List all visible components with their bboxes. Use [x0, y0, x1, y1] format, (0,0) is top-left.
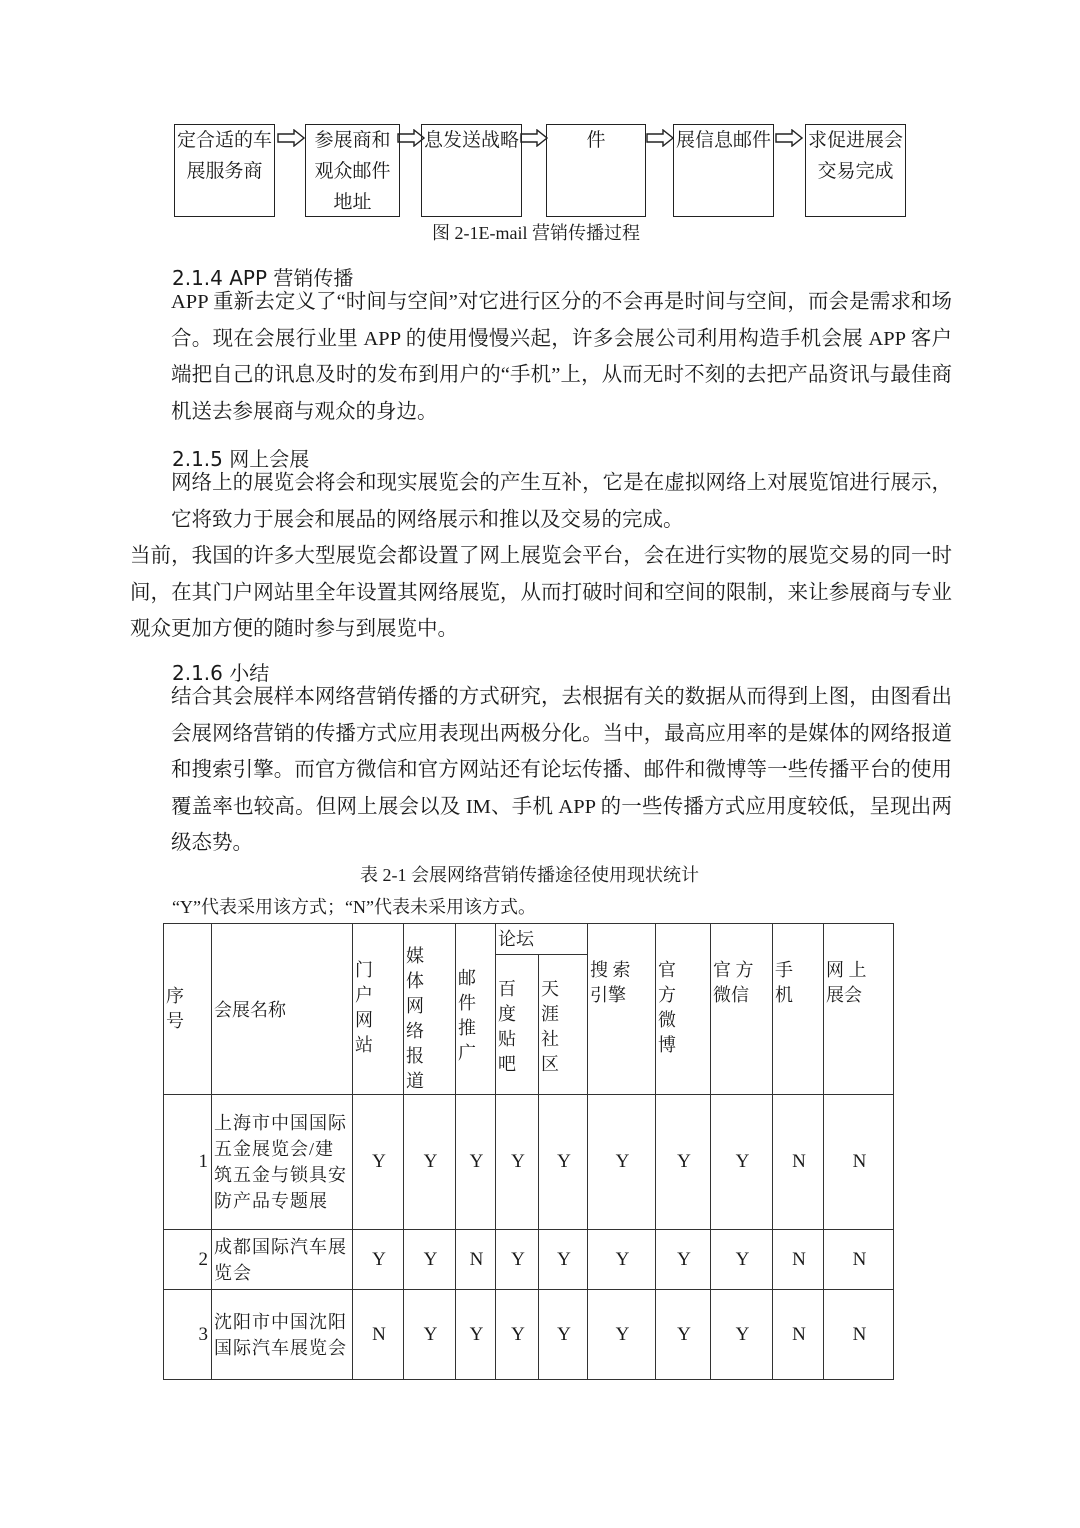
cell-wechat: Y	[711, 1095, 773, 1230]
header-text: 搜 索引擎	[590, 960, 631, 1005]
flow-box-text: 参展商和	[314, 130, 391, 151]
cell-email: Y	[456, 1290, 496, 1380]
cell-media: Y	[404, 1230, 456, 1290]
flow-box-2	[305, 124, 400, 217]
table-row	[164, 1230, 894, 1290]
section-body-2-1-5	[130, 465, 952, 648]
header-media	[404, 924, 456, 1095]
cell-media: Y	[404, 1290, 456, 1380]
row-seq: 2	[164, 1230, 212, 1290]
header-text: 邮件推广	[458, 968, 476, 1063]
cell-baidu: Y	[496, 1095, 539, 1230]
header-online	[824, 924, 894, 1095]
header-text: 官方微博	[658, 960, 676, 1055]
cell-baidu: Y	[496, 1230, 539, 1290]
header-text: 天涯社区	[541, 979, 559, 1074]
flow-box-text: 件	[586, 130, 606, 151]
row-seq: 1	[164, 1095, 212, 1230]
section-heading-2-1-4: 2.1.4 APP 营销传播	[172, 266, 354, 290]
flow-box-5	[673, 124, 774, 217]
header-weibo	[656, 924, 711, 1095]
cell-weibo: Y	[656, 1095, 711, 1230]
cell-online: N	[824, 1095, 894, 1230]
flow-box-6	[805, 124, 906, 217]
cell-email: Y	[456, 1095, 496, 1230]
cell-portal: Y	[353, 1230, 404, 1290]
header-wechat	[711, 924, 773, 1095]
table-row	[164, 1290, 894, 1380]
cell-portal: Y	[353, 1095, 404, 1230]
cell-weibo: Y	[656, 1230, 711, 1290]
figure-caption: 图 2-1E-mail 营销传播过程	[432, 223, 640, 243]
row-name: 成都国际汽车展览会	[212, 1230, 353, 1290]
cell-media: Y	[404, 1095, 456, 1230]
arrow-right-icon	[520, 129, 548, 147]
flow-box-text: 息发送战略	[423, 130, 519, 151]
section-heading-2-1-6: 2.1.6 小结	[172, 661, 270, 685]
cell-online: N	[824, 1230, 894, 1290]
cell-mobile: N	[773, 1095, 824, 1230]
header-mobile	[773, 924, 824, 1095]
cell-email: N	[456, 1230, 496, 1290]
usage-stats-table	[163, 923, 894, 1380]
cell-search: Y	[588, 1230, 656, 1290]
flow-box-text: 地址	[333, 192, 372, 213]
flow-box-text: 观众邮件	[314, 161, 391, 182]
header-baidu	[496, 955, 539, 1095]
flow-box-text: 展信息邮件	[675, 130, 771, 151]
section-body-2-1-4	[130, 284, 952, 430]
flow-box-4	[546, 124, 646, 217]
table-header-row	[164, 924, 894, 955]
cell-wechat: Y	[711, 1290, 773, 1380]
header-text: 门户网站	[355, 960, 373, 1055]
cell-weibo: Y	[656, 1290, 711, 1380]
header-text: 网 上展会	[826, 960, 867, 1005]
cell-tianya: Y	[539, 1095, 588, 1230]
cell-tianya: Y	[539, 1230, 588, 1290]
row-name: 上海市中国国际五金展览会/建筑五金与锁具安防产品专题展	[212, 1095, 353, 1230]
flow-box-text: 交易完成	[817, 161, 894, 182]
arrow-right-icon	[277, 129, 305, 147]
flow-box-text: 定合适的车	[176, 130, 272, 151]
header-text: 手机	[775, 960, 793, 1005]
header-search	[588, 924, 656, 1095]
flow-box-text: 展服务商	[186, 161, 263, 182]
table-note: “Y”代表采用该方式；“N”代表未采用该方式。	[172, 897, 536, 917]
flow-box-3	[421, 124, 522, 217]
cell-portal: N	[353, 1290, 404, 1380]
cell-baidu: Y	[496, 1290, 539, 1380]
header-email	[456, 924, 496, 1095]
section-heading-2-1-5: 2.1.5 网上会展	[172, 447, 310, 471]
arrow-right-icon	[775, 129, 803, 147]
row-name: 沈阳市中国沈阳国际汽车展览会	[212, 1290, 353, 1380]
cell-search: Y	[588, 1290, 656, 1380]
paragraph: APP 重新去定义了“时间与空间”对它进行区分的不会再是时间与空间，而会是需求和场合。现在会展行业里 APP 的使用慢慢兴起，许多会展公司利用构造手机会展 APP 客户端把自己的讯息及时的发布到用户的“手机”上，从而无时不刻的去把产品资讯与最佳商机送去参展商与观众的身边。	[171, 291, 952, 423]
header-seq	[164, 924, 212, 1095]
flow-box-text: 求促进展会	[807, 130, 903, 151]
cell-mobile: N	[773, 1230, 824, 1290]
cell-search: Y	[588, 1095, 656, 1230]
header-text: 百度贴吧	[498, 979, 516, 1074]
header-forum: 论坛	[496, 924, 588, 955]
cell-online: N	[824, 1290, 894, 1380]
cell-tianya: Y	[539, 1290, 588, 1380]
table-caption: 表 2-1 会展网络营销传播途径使用现状统计	[360, 865, 699, 885]
cell-wechat: Y	[711, 1230, 773, 1290]
paragraph: 当前，我国的许多大型展览会都设置了网上展览会平台，会在进行实物的展览交易的同一时间，在其门户网站里全年设置其网络展览，从而打破时间和空间的限制，来让参展商与专业观众更加方便的随时参与到展览中。	[130, 545, 952, 640]
table-row	[164, 1095, 894, 1230]
cell-mobile: N	[773, 1290, 824, 1380]
header-tianya	[539, 955, 588, 1095]
header-text: 媒体网络报道	[406, 946, 424, 1091]
header-portal	[353, 924, 404, 1095]
paragraph: 网络上的展览会将会和现实展览会的产生互补，它是在虚拟网络上对展览馆进行展示，它将致力于展会和展品的网络展示和推以及交易的完成。	[171, 472, 952, 531]
header-text: 序号	[166, 986, 184, 1031]
paragraph: 结合其会展样本网络营销传播的方式研究，去根据有关的数据从而得到上图，由图看出会展网络营销的传播方式应用表现出两极分化。当中，最高应用率的是媒体的网络报道和搜索引擎。而官方微信和官方网站还有论坛传播、邮件和微博等一些传播平台的使用覆盖率也较高。但网上展会以及 IM、手机 APP 的一些传播方式应用度较低，呈现出两级态势。	[171, 686, 952, 854]
header-text: 官 方微信	[713, 960, 754, 1005]
row-seq: 3	[164, 1290, 212, 1380]
header-name: 会展名称	[212, 924, 353, 1095]
flow-box-1	[174, 124, 275, 217]
section-body-2-1-6	[130, 679, 952, 862]
arrow-right-icon	[646, 129, 674, 147]
